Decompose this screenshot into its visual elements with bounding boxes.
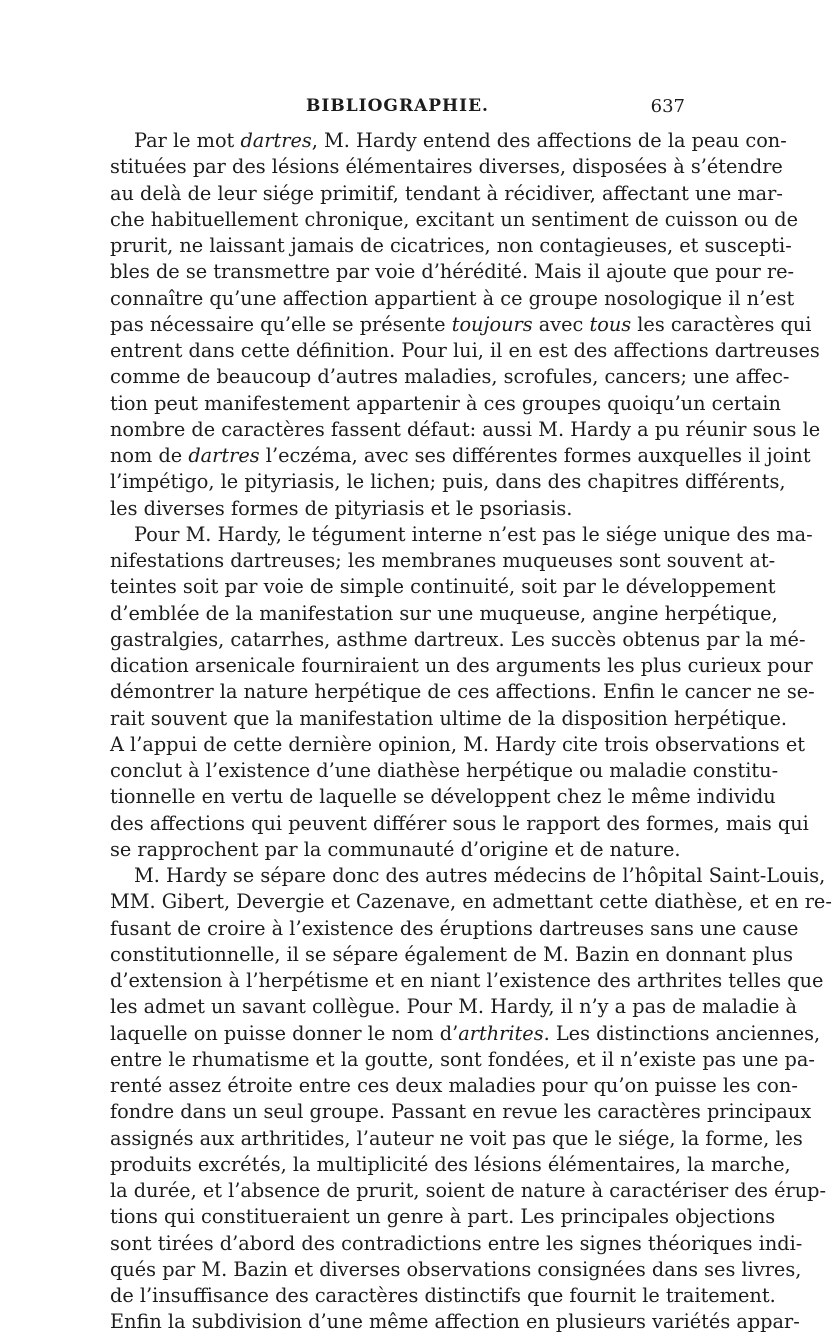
- text-line: qués par M. Bazin et diverses observations consignées dans ses livres,: [110, 1257, 802, 1281]
- page-header: [110, 96, 685, 124]
- text-line: des affections qui peuvent différer sous le rapport des formes, mais qui: [110, 811, 809, 835]
- text-line: comme de beaucoup d’autres maladies, scrofules, cancers; une affec-: [110, 365, 790, 389]
- text-line: A l’appui de cette dernière opinion, M. Hardy cite trois observations et: [110, 732, 805, 756]
- text-line: stituées par des lésions élémentaires diverses, disposées à s’étendre: [110, 155, 783, 179]
- text-line: che habituellement chronique, excitant un sentiment de cuisson ou de: [110, 207, 799, 231]
- text-line: nom de dartres l’eczéma, avec ses différentes formes auxquelles il joint: [110, 444, 811, 467]
- text-line: Enfin la subdivision d’une même affection en plusieurs variétés appar-: [110, 1310, 800, 1334]
- text-line: l’impétigo, le pityriasis, le lichen; puis, dans des chapitres différents,: [110, 470, 786, 494]
- text-line: produits excrétés, la multiplicité des lésions élémentaires, la marche,: [110, 1152, 791, 1176]
- text-line: entrent dans cette définition. Pour lui, il en est des affections dartreuses: [110, 339, 820, 362]
- text-line: nifestations dartreuses; les membranes muqueuses sont souvent at-: [110, 549, 776, 572]
- text-line: rait souvent que la manifestation ultime de la disposition herpétique.: [110, 706, 787, 730]
- text-line: teintes soit par voie de simple continuité, soit par le développement: [110, 575, 776, 599]
- text-line: conclut à l’existence d’une diathèse herpétique ou maladie constitu-: [110, 759, 779, 782]
- text-line: dication arsenicale fourniraient un des arguments les plus curieux pour: [110, 654, 813, 677]
- page-number: 637: [650, 96, 685, 117]
- text-line: sont tirées d’abord des contradictions entre les signes théoriques indi-: [110, 1231, 803, 1255]
- text-line: de l’insuffisance des caractères distinctifs que fournit le traitement.: [110, 1284, 776, 1307]
- text-line: gastralgies, catarrhes, asthme dartreux. Les succès obtenus par la mé-: [110, 627, 806, 651]
- text-line: constitutionnelle, il se sépare également de M. Bazin en donnant plus: [110, 942, 793, 966]
- text-line: Pour M. Hardy, le tégument interne n’est pas le siége unique des ma-: [134, 522, 813, 546]
- text-line: la durée, et l’absence de prurit, soient de nature à caractériser des érup-: [110, 1179, 826, 1202]
- text-line: fondre dans un seul groupe. Passant en revue les caractères principaux: [110, 1100, 812, 1124]
- text-line: Par le mot dartres, M. Hardy entend des affections de la peau con-: [134, 129, 787, 152]
- text-line: démontrer la nature herpétique de ces affections. Enfin le cancer ne se-: [110, 680, 815, 704]
- text-line: tionnelle en vertu de laquelle se développent chez le même individu: [110, 785, 776, 809]
- text-line: MM. Gibert, Devergie et Cazenave, en admettant cette diathèse, et en re-: [110, 890, 832, 914]
- text-line: assignés aux arthritides, l’auteur ne voit pas que le siége, la forme, les: [110, 1126, 803, 1150]
- text-line: laquelle on puisse donner le nom d’arthrites. Les distinctions anciennes,: [110, 1021, 821, 1045]
- text-line: tions qui constitueraient un genre à part. Les principales objections: [110, 1205, 776, 1229]
- text-line: prurit, ne laissant jamais de cicatrices, non contagieuses, et suscepti-: [110, 234, 792, 257]
- text-line: connaître qu’une affection appartient à ce groupe nosologique il n’est: [110, 286, 795, 310]
- text-line: entre le rhumatisme et la goutte, sont fondées, et il n’existe pas une pa-: [110, 1047, 815, 1071]
- text-line: les admet un savant collègue. Pour M. Hardy, il n’y a pas de maladie à: [110, 995, 798, 1019]
- text-line: renté assez étroite entre ces deux maladies pour qu’on puisse les con-: [110, 1074, 798, 1097]
- text-line: nombre de caractères fassent défaut: aussi M. Hardy a pu réunir sous le: [110, 417, 821, 441]
- text-line: les diverses formes de pityriasis et le psoriasis.: [110, 496, 573, 520]
- body-text: [110, 128, 832, 1336]
- text-line: d’extension à l’herpétisme et en niant l’existence des arthrites telles que: [110, 969, 824, 992]
- text-line: se rapprochent par la communauté d’origine et de nature.: [110, 837, 681, 861]
- text-line: tion peut manifestement appartenir à ces groupes quoiqu’un certain: [110, 391, 781, 415]
- text-line: M. Hardy se sépare donc des autres médecins de l’hôpital Saint-Louis,: [134, 864, 826, 887]
- text-line: pas nécessaire qu’elle se présente toujours avec tous les caractères qui: [110, 312, 812, 336]
- running-title: BIBLIOGRAPHIE.: [306, 96, 489, 116]
- text-line: d’emblée de la manifestation sur une muqueuse, angine herpétique,: [110, 601, 778, 625]
- text-line: bles de se transmettre par voie d’hérédité. Mais il ajoute que pour re-: [110, 260, 795, 284]
- text-line: au delà de leur siége primitif, tendant à récidiver, affectant une mar-: [110, 181, 783, 205]
- text-line: fusant de croire à l’existence des éruptions dartreuses sans une cause: [110, 916, 799, 940]
